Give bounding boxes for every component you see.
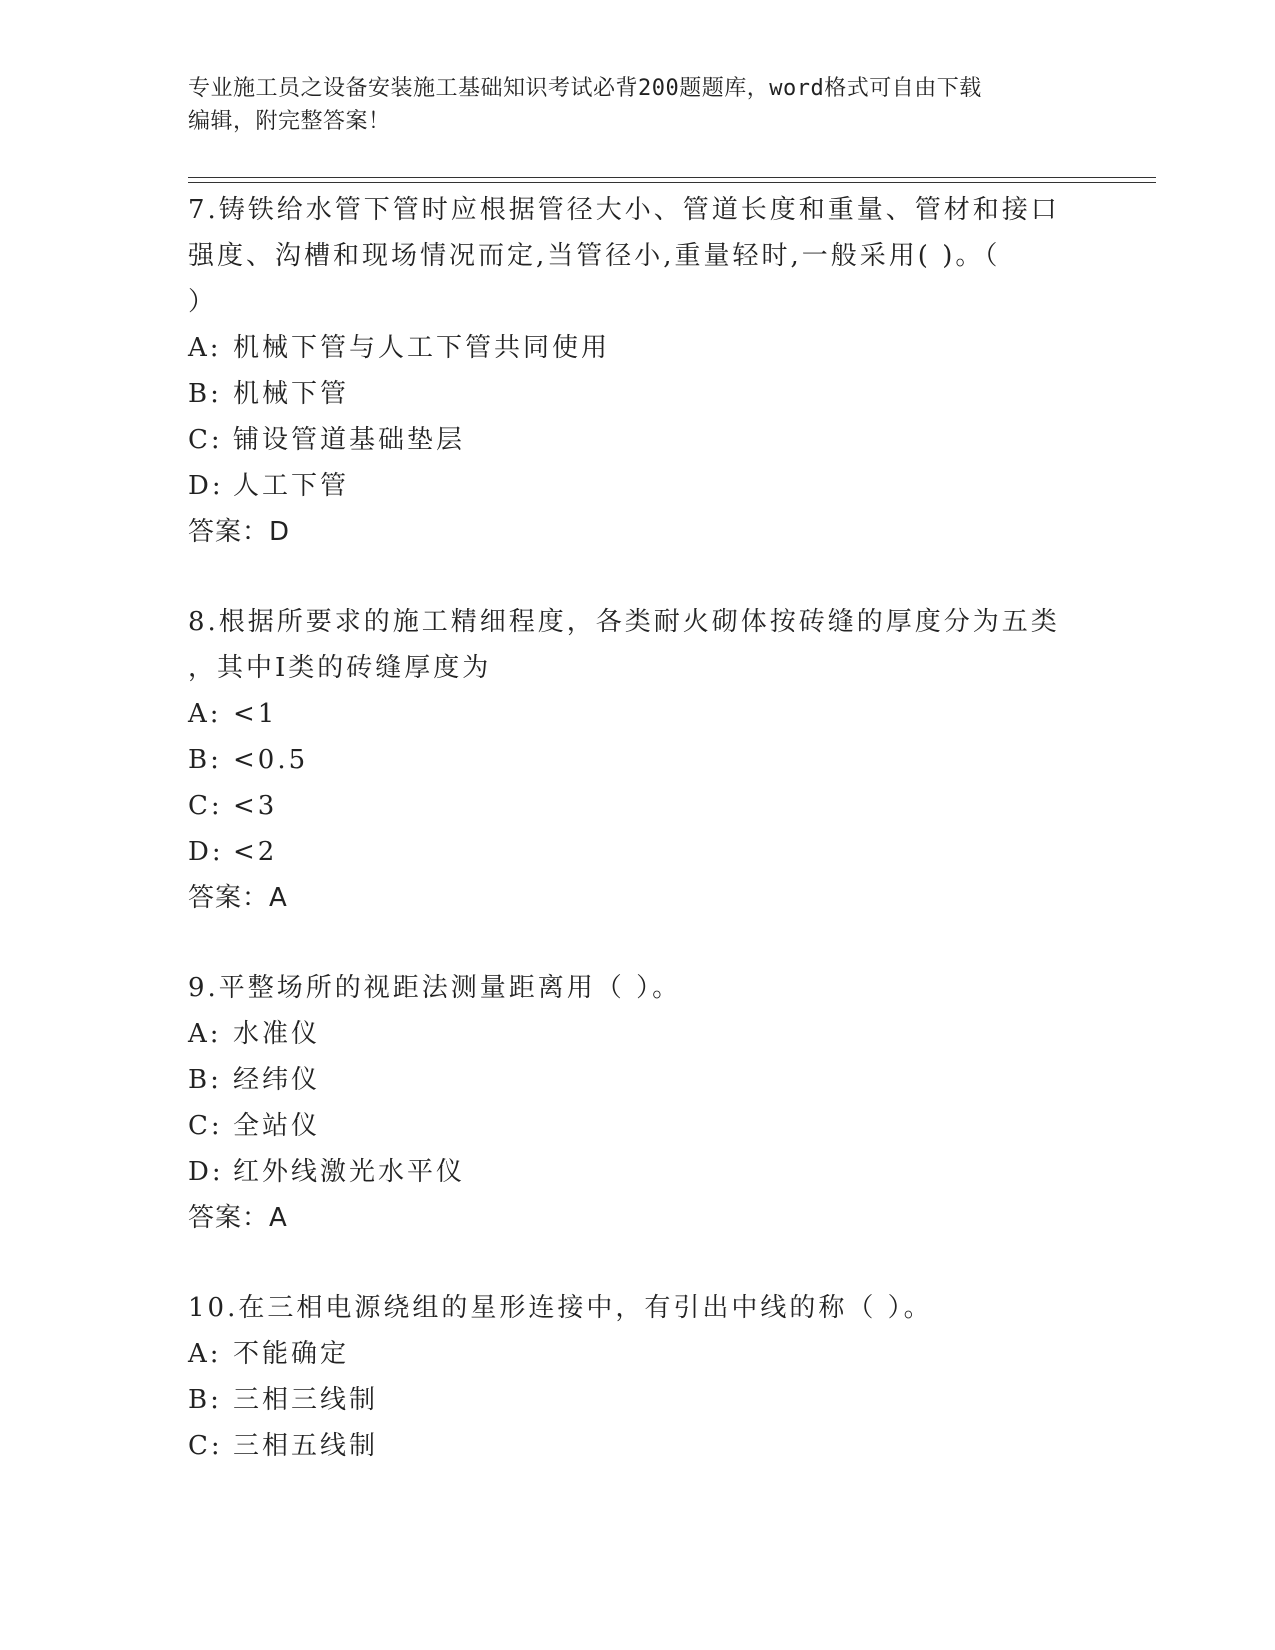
- option-letter: D:: [188, 837, 224, 867]
- option-text: 人工下管: [233, 471, 350, 501]
- option-text: 铺设管道基础垫层: [233, 425, 466, 455]
- option-text: 机械下管: [233, 379, 350, 409]
- option-c: [188, 1423, 1068, 1469]
- option-c: [188, 417, 1068, 463]
- option-text: 全站仪: [233, 1111, 321, 1141]
- header-divider-bottom: [188, 182, 1156, 183]
- option-b: [188, 1057, 1068, 1103]
- option-letter: B:: [188, 1065, 222, 1095]
- answer-label: 答案：: [188, 883, 270, 913]
- option-letter: B:: [188, 1385, 222, 1415]
- option-text: <2: [233, 837, 278, 867]
- option-b: [188, 371, 1068, 417]
- option-text: 水准仪: [233, 1019, 321, 1049]
- option-text: 经纬仪: [233, 1065, 321, 1095]
- option-letter: A:: [188, 699, 222, 729]
- option-letter: A:: [188, 333, 222, 363]
- option-d: [188, 829, 1068, 875]
- option-c: [188, 783, 1068, 829]
- option-text: 三相五线制: [233, 1431, 379, 1461]
- option-text: 三相三线制: [233, 1385, 379, 1415]
- answer-value: A: [269, 1203, 288, 1233]
- option-d: [188, 1149, 1068, 1195]
- option-text: 机械下管与人工下管共同使用: [233, 333, 611, 363]
- option-c: [188, 1103, 1068, 1149]
- question-stem: 9.平整场所的视距法测量距离用（ ）。: [188, 973, 682, 1003]
- option-a: [188, 1011, 1068, 1057]
- question-7: [188, 187, 1068, 555]
- option-letter: A:: [188, 1019, 222, 1049]
- option-a: [188, 325, 1068, 371]
- option-b: [188, 737, 1068, 783]
- question-list: [188, 187, 1068, 1513]
- option-letter: D:: [188, 471, 224, 501]
- option-text: 不能确定: [233, 1339, 350, 1369]
- option-letter: C:: [188, 791, 223, 821]
- question-9: [188, 965, 1068, 1241]
- answer-line: [188, 875, 1068, 921]
- answer-value: A: [269, 883, 288, 913]
- question-stem: 10.在三相电源绕组的星形连接中，有引出中线的称（ ）。: [188, 1293, 933, 1323]
- option-text: <3: [233, 791, 278, 821]
- question-stem: 8.根据所要求的施工精细程度，各类耐火砌体按砖缝的厚度分为五类 ，其中Ⅰ类的砖缝厚度为: [188, 607, 1060, 683]
- question-8: [188, 599, 1068, 921]
- header-line-2: 编辑，附完整答案！: [188, 109, 391, 134]
- option-letter: C:: [188, 1111, 223, 1141]
- option-letter: C:: [188, 1431, 223, 1461]
- option-d: [188, 463, 1068, 509]
- option-b: [188, 1377, 1068, 1423]
- option-a: [188, 1331, 1068, 1377]
- option-letter: B:: [188, 745, 222, 775]
- option-text: <1: [233, 699, 278, 729]
- header-line-1: 专业施工员之设备安装施工基础知识考试必背200题题库，word格式可自由下载: [188, 76, 982, 101]
- option-letter: B:: [188, 379, 222, 409]
- answer-value: D: [269, 517, 291, 547]
- option-a: [188, 691, 1068, 737]
- header-divider-top: [188, 177, 1156, 178]
- option-letter: C:: [188, 425, 223, 455]
- question-stem: 7.铸铁给水管下管时应根据管径大小、管道长度和重量、管材和接口 强度、沟槽和现场情况而定,当管径小,重量轻时,一般采用( )。（ ）: [188, 195, 1060, 317]
- answer-label: 答案：: [188, 1203, 270, 1233]
- answer-line: [188, 1195, 1068, 1241]
- option-letter: D:: [188, 1157, 224, 1187]
- document-header: [188, 72, 1068, 138]
- answer-label: 答案：: [188, 517, 270, 547]
- option-text: <0.5: [233, 745, 309, 775]
- option-text: 红外线激光水平仪: [233, 1157, 466, 1187]
- option-letter: A:: [188, 1339, 222, 1369]
- question-10: [188, 1285, 1068, 1469]
- answer-line: [188, 509, 1068, 555]
